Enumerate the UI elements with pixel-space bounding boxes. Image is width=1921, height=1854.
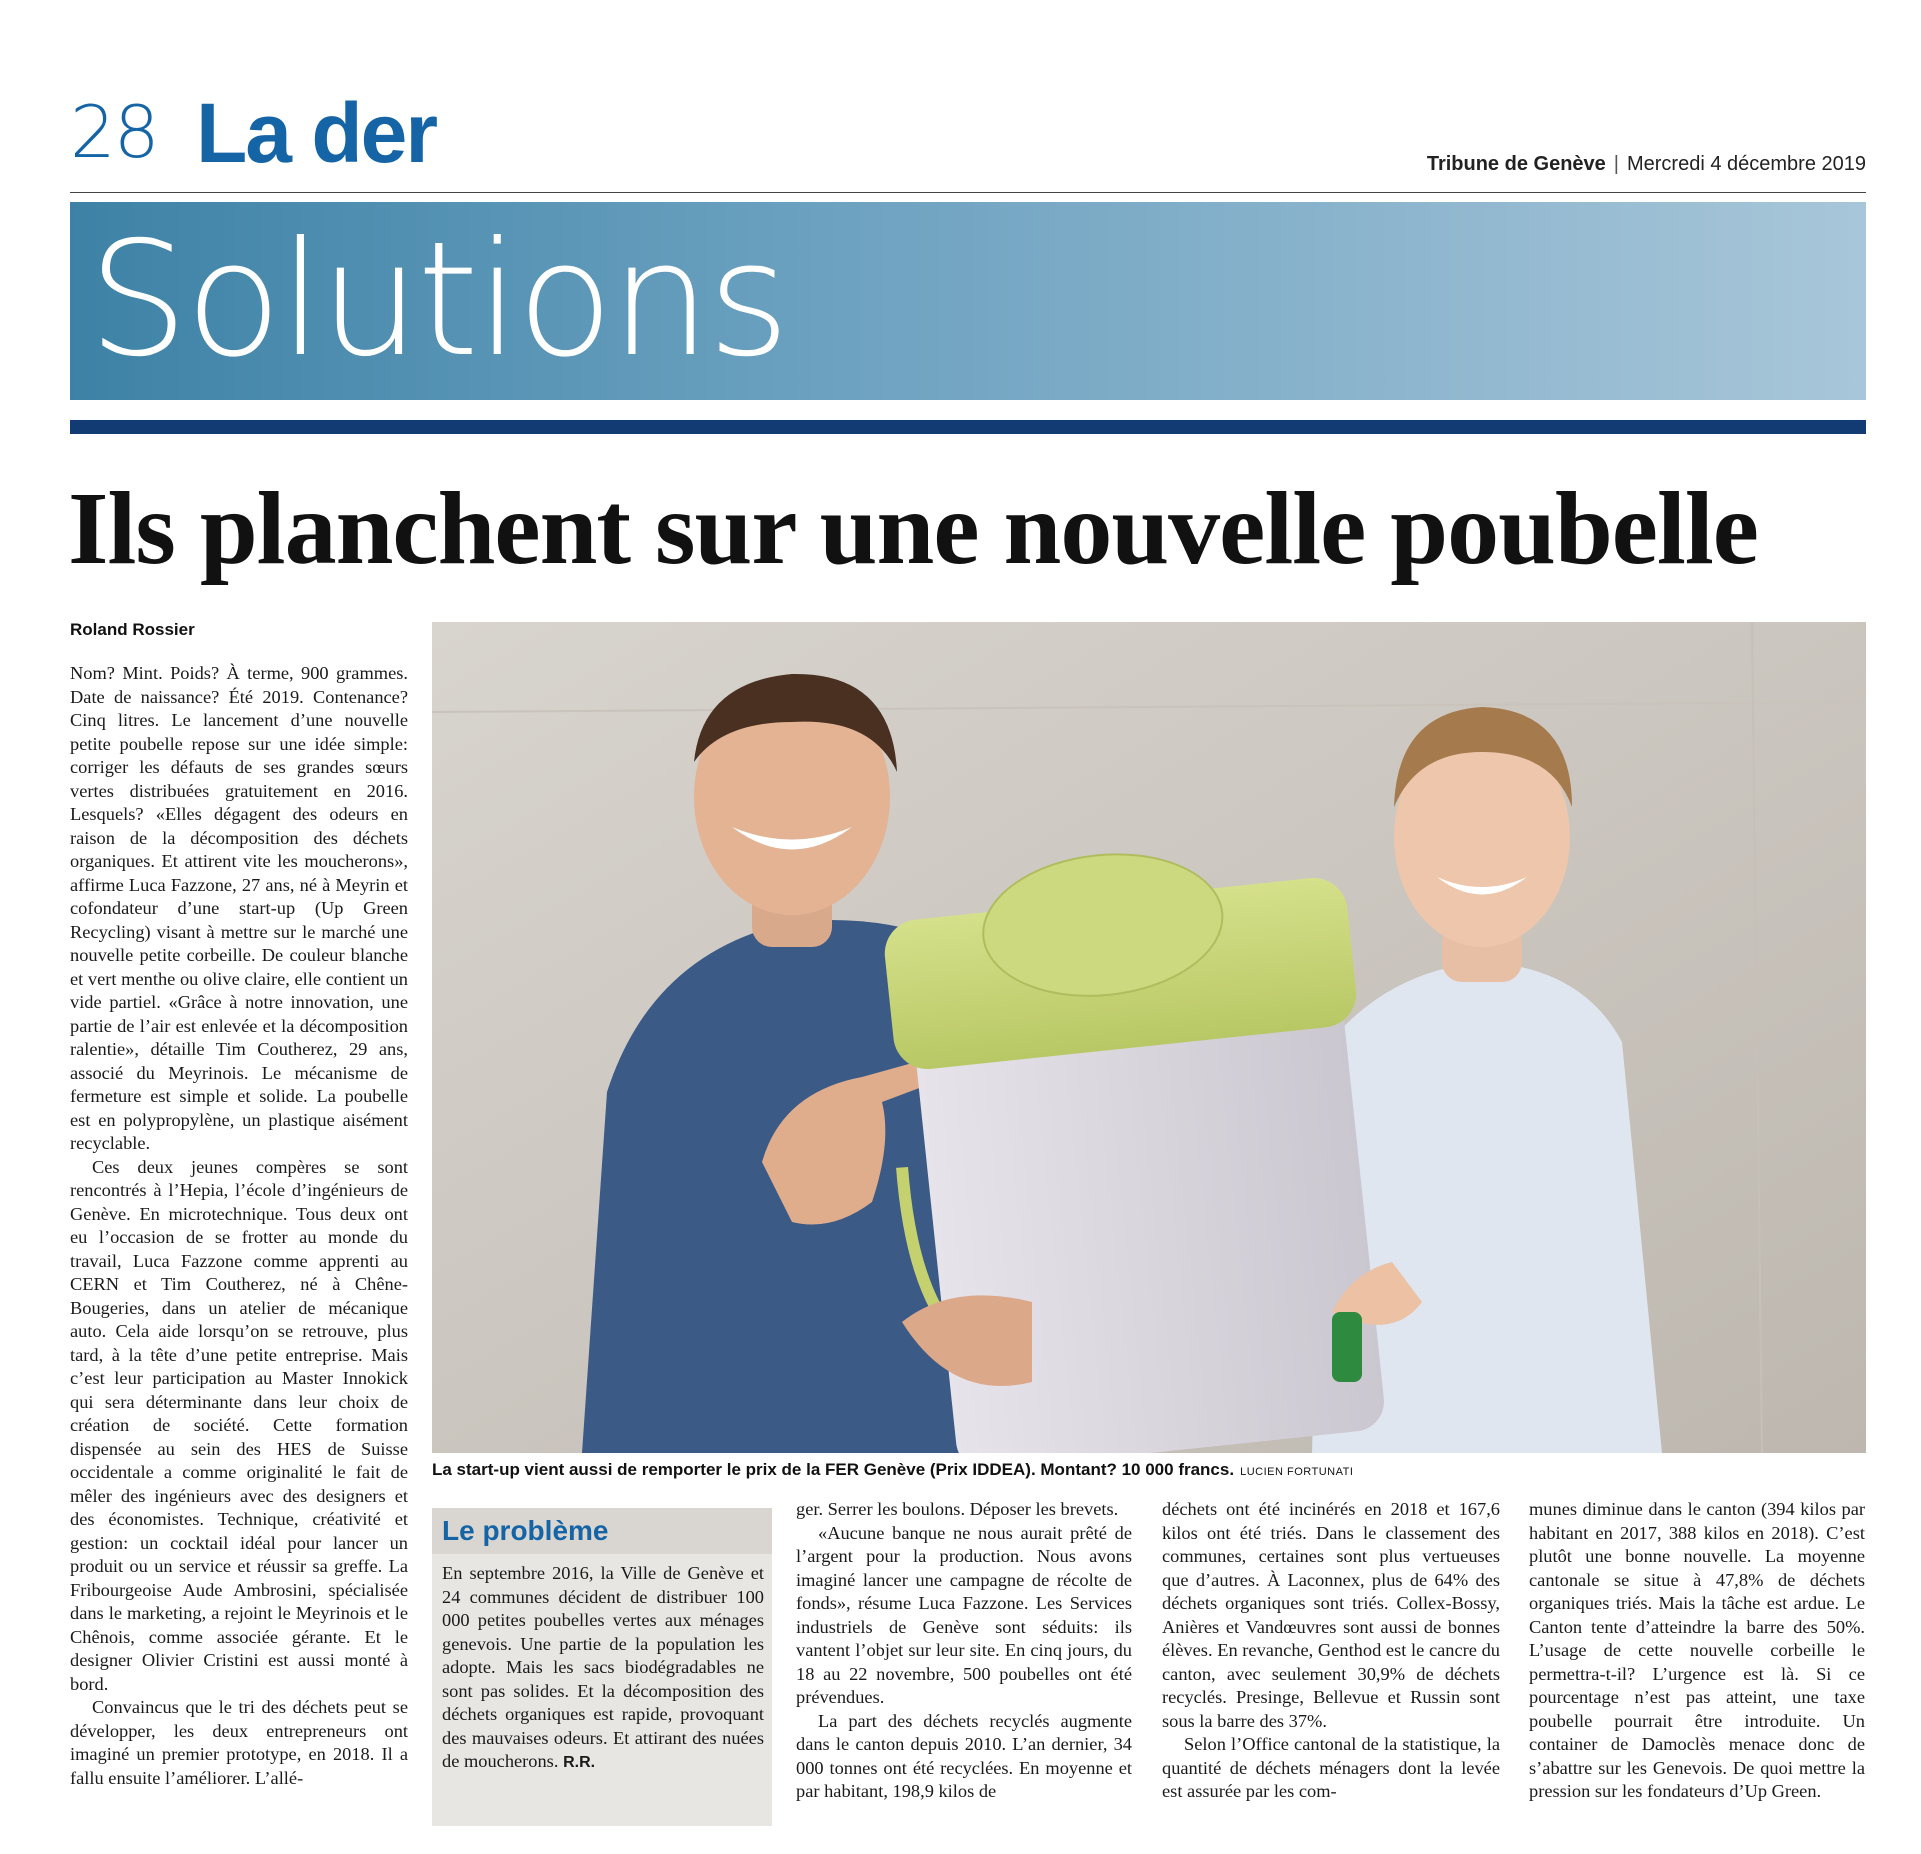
caption-text: La start-up vient aussi de remporter le prix de la FER Genève (Prix IDDEA). Montant? 10 000 francs. [432, 1460, 1235, 1479]
paragraph: Convaincus que le tri des déchets peut se développer, les deux entrepreneurs ont imaginé un premier prototype, en 2018. Il a fallu ensuite l’améliorer. L’allé- [70, 1697, 408, 1788]
article-column-2 [796, 1498, 1132, 1804]
masthead [1427, 152, 1866, 176]
page-number: 28 [70, 90, 158, 174]
photo-caption [432, 1460, 1866, 1480]
banner-label: Solutions [88, 208, 787, 392]
publication-date: Mercredi 4 décembre 2019 [1626, 153, 1866, 175]
sidebar-box [432, 1508, 772, 1826]
section-title: La der [196, 86, 437, 180]
sidebar-title: Le problème [432, 1508, 772, 1554]
photo-illustration [432, 622, 1866, 1453]
article-column-3 [1162, 1498, 1500, 1804]
sidebar-signature: R.R. [563, 1754, 596, 1771]
header-rule [70, 192, 1866, 193]
photo-credit: LUCIEN FORTUNATI [1240, 1466, 1354, 1478]
paragraph: Nom? Mint. Poids? À terme, 900 grammes. Date de naissance? Été 2019. Contenance? Cinq litres. Le lancement d’une nouvelle petite poubelle repose sur une idée simple: corriger les défauts de ses grandes sœurs vertes distribuées gratuitement en 2016. Lesquels? «Elles dégagent des odeurs en raison de la décomposition des déchets organiques. Et attirent vite les moucherons», affirme Luca Fazzone, 27 ans, né à Meyrin et cofondateur d’une start-up (Up Green Recycling) visant à mettre sur le marché une nouvelle petite corbeille. De couleur blanche et vert menthe ou olive claire, elle contient un vide partiel. «Grâce à notre innovation, une partie de l’air est enlevée et la décomposition ralentie», détaille Tim Coutherez, 29 ans, associé du Meyrinois. Le mécanisme de fermeture est simple et solide. La poubelle est en polypropylène, un plastique aisément recyclable. [70, 663, 408, 1153]
sidebar-body [442, 1562, 764, 1775]
publication-name: Tribune de Genève [1426, 153, 1606, 175]
paragraph: Selon l’Office cantonal de la statistique, la quantité de déchets ménagers dont la levée est assurée par les com- [1162, 1734, 1500, 1801]
banner-rule [70, 420, 1866, 434]
article-column-4 [1529, 1498, 1865, 1804]
paragraph: munes diminue dans le canton (394 kilos par habitant en 2017, 388 kilos en 2018). C’est plutôt une bonne nouvelle. La moyenne cantonale se situe à 47,8% de déchets organiques triés. Mais la tâche est ardue. Le Canton tente d’atteindre la barre des 50%. L’usage de cette nouvelle corbeille le permettra-t-il? L’urgence est là. Si ce pourcentage n’est pas atteint, une taxe poubelle pourrait être introduite. Un container de Damoclès menace donc de s’abattre sur les Genevois. De quoi mettre la pression sur les fondateurs d’Up Green. [1529, 1499, 1865, 1801]
sidebar-text: En septembre 2016, la Ville de Genève et 24 communes décident de distribuer 100 000 petites poubelles vertes aux ménages genevois. Une partie de la population les adopte. Mais les sacs biodégradables ne sont pas solides. Et la décomposition des déchets organiques est rapide, provoquant des mauvaises odeurs. Et attirant des nuées de moucherons. [442, 1563, 764, 1771]
article-byline: Roland Rossier [70, 620, 195, 639]
paragraph: «Aucune banque ne nous aurait prêté de l’argent pour la production. Nous avons imaginé lancer une campagne de récolte de fonds», résume Luca Fazzone. Les Services industriels de Genève sont séduits: ils vantent l’objet sur leur site. En cinq jours, du 18 au 22 novembre, 500 poubelles ont été prévendues. [796, 1522, 1132, 1707]
masthead-separator: | [1613, 153, 1619, 175]
paragraph: La part des déchets recyclés augmente dans le canton depuis 2010. L’an dernier, 34 000 tonnes ont été recyclées. En moyenne et par habitant, 198,9 kilos de [796, 1710, 1132, 1801]
article-column-1 [70, 662, 408, 1790]
article-headline: Ils planchent sur une nouvelle poubelle [68, 471, 1758, 586]
paragraph: ger. Serrer les boulons. Déposer les brevets. [796, 1499, 1119, 1519]
article-photo [432, 622, 1866, 1453]
section-banner [70, 202, 1866, 400]
paragraph: Ces deux jeunes compères se sont rencontrés à l’Hepia, l’école d’ingénieurs de Genève. En microtechnique. Tous deux ont eu l’occasion de se frotter au monde du travail, Luca Fazzone comme apprenti au CERN et Tim Coutherez, né à Chêne-Bougeries, dans un atelier de mécanique auto. Cela aide lorsqu’on se retrouve, plus tard, à la tête d’une petite entreprise. Mais c’est leur participation au Master Innokick qui sera déterminante dans leur choix de création de société. Cette formation dispensée au sein des HES de Suisse occidentale a comme originalité le fait de mêler des ingénieurs avec des designers et des économistes. Technique, créativité et gestion: un cocktail idéal pour lancer un produit ou un service et réussir sa greffe. La Fribourgeoise Aude Ambrosini, spécialisée dans le marketing, a rejoint le Meyrinois et le Chênois, comme associée gérante. Et le designer Olivier Cristini est aussi monté à bord. [70, 1156, 408, 1694]
paragraph: déchets ont été incinérés en 2018 et 167,6 kilos ont été triés. Dans le classement des communes, certaines sont plus vertueuses que d’autres. À Laconnex, plus de 64% des déchets organiques sont triés. Collex-Bossy, Anières et Vandœuvres sont aussi de bonnes élèves. En revanche, Genthod est le cancre du canton, avec seulement 30,9% de déchets recyclés. Presinge, Bellevue et Russin sont sous la barre des 37%. [1162, 1499, 1500, 1731]
